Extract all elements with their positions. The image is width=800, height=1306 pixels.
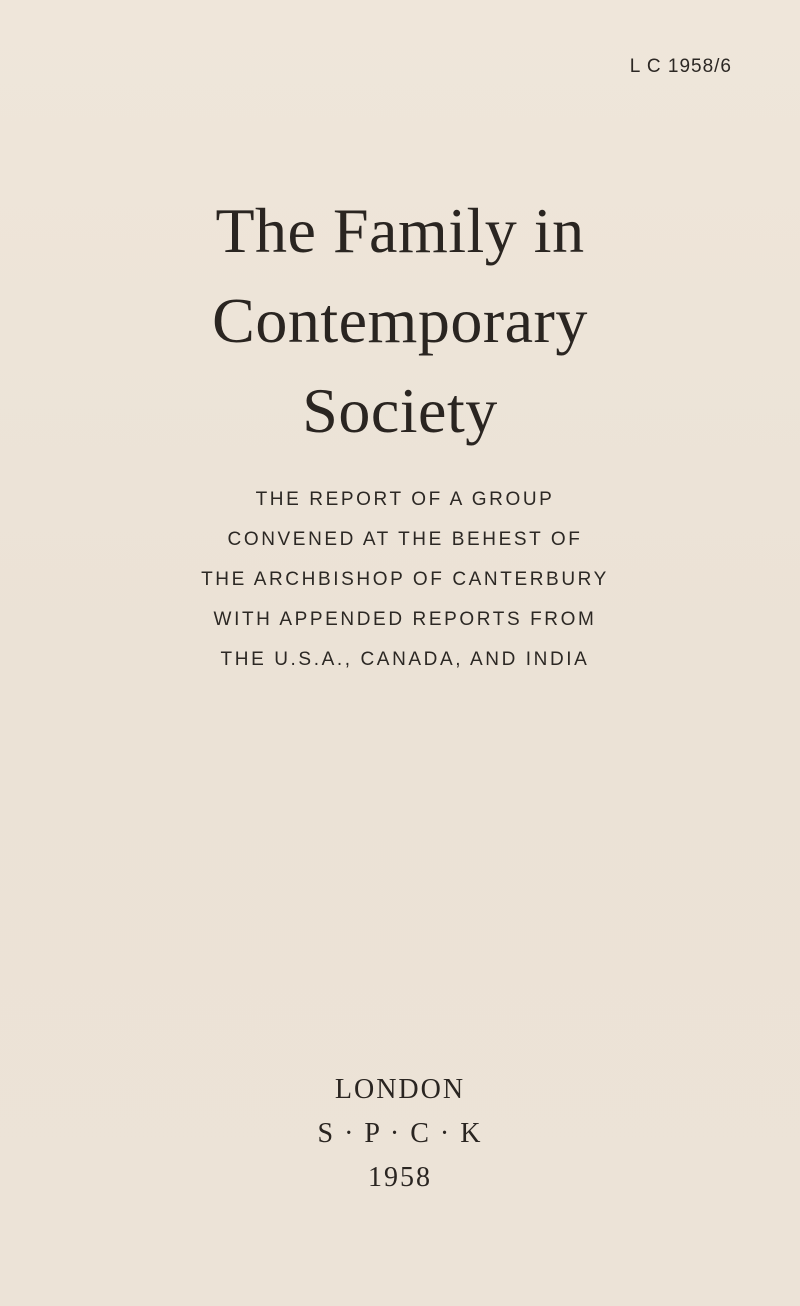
imprint xyxy=(0,1068,800,1200)
subtitle-line-2: CONVENED AT THE BEHEST OF xyxy=(227,529,583,550)
subtitle-line-1: THE REPORT OF A GROUP xyxy=(255,489,555,510)
imprint-publisher: S · P · C · K xyxy=(317,1118,483,1149)
subtitle-line-4: WITH APPENDED REPORTS FROM xyxy=(213,609,597,630)
book-subtitle xyxy=(0,480,800,680)
book-title xyxy=(0,186,800,456)
imprint-year: 1958 xyxy=(368,1162,432,1193)
title-line-1: The Family in xyxy=(215,195,585,266)
title-line-2: Contemporary xyxy=(212,285,588,356)
subtitle-line-5: THE U.S.A., CANADA, AND INDIA xyxy=(220,649,590,670)
subtitle-line-3: THE ARCHBISHOP OF CANTERBURY xyxy=(201,569,609,590)
call-number: L C 1958/6 xyxy=(629,56,732,77)
imprint-city: LONDON xyxy=(334,1074,466,1105)
title-line-3: Society xyxy=(302,375,498,446)
